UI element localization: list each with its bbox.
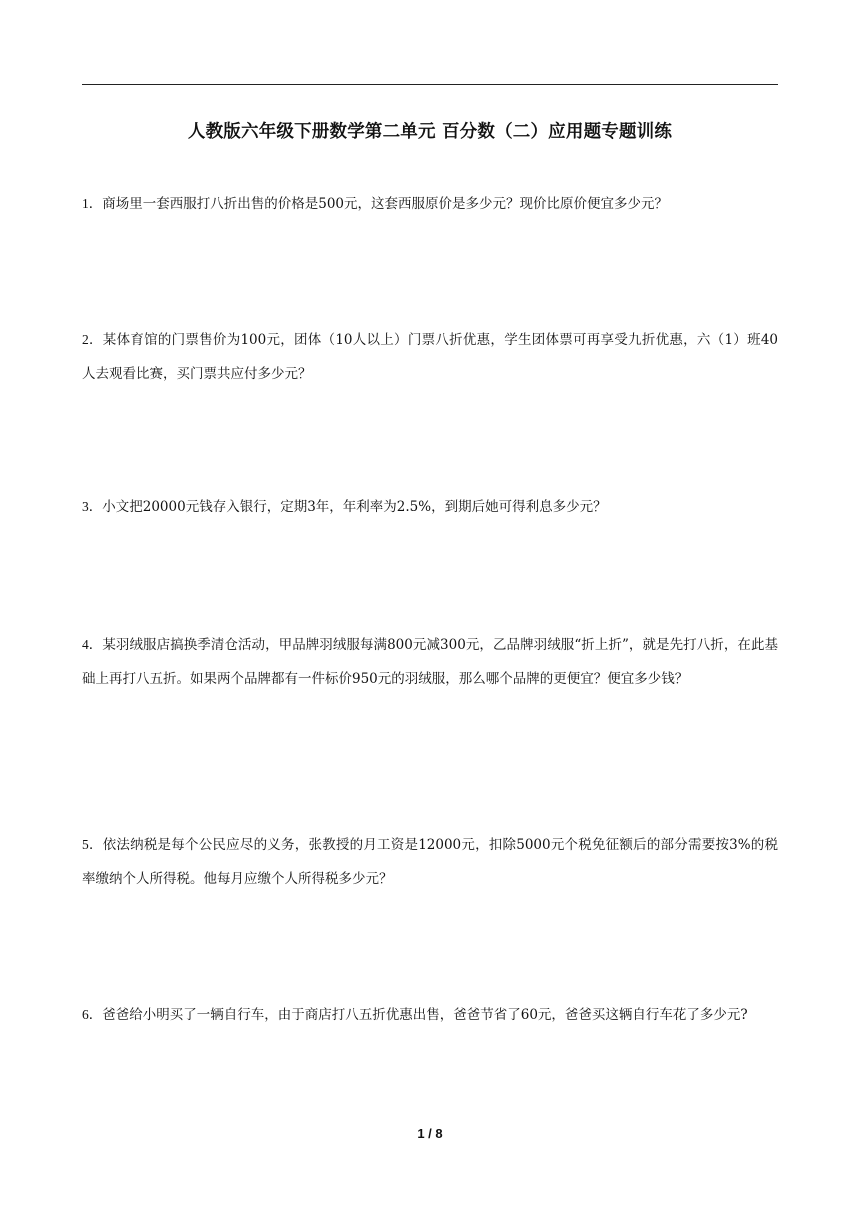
question-6 <box>82 998 778 1032</box>
page-number: 1 / 8 <box>417 1126 443 1141</box>
question-text: 爸爸给小明买了一辆自行车，由于商店打八五折优惠出售，爸爸节省了60元，爸爸买这辆自行车花了多少元? <box>102 1007 748 1023</box>
question-1 <box>82 187 778 221</box>
question-number: 4． <box>82 637 103 652</box>
question-3 <box>82 490 778 524</box>
question-text: 某体育馆的门票售价为100元，团体（10人以上）门票八折优惠，学生团体票可再享受九折优惠，六（1）班40人去观看比赛，买门票共应付多少元？ <box>82 332 779 382</box>
question-number: 5． <box>82 837 103 852</box>
question-number: 1． <box>82 196 103 211</box>
question-5 <box>82 828 778 896</box>
question-text: 依法纳税是每个公民应尽的义务，张教授的月工资是12000元，扣除5000元个税免征额后的部分需要按3%的税率缴纳个人所得税。他每月应缴个人所得税多少元？ <box>82 837 779 887</box>
question-number: 3． <box>82 499 103 514</box>
document-title: 人教版六年级下册数学第二单元 百分数（二）应用题专题训练 <box>187 122 673 142</box>
question-2 <box>82 323 778 391</box>
question-text: 商场里一套西服打八折出售的价格是500元，这套西服原价是多少元？现价比原价便宜多少元？ <box>102 196 669 212</box>
question-number: 2． <box>82 332 103 347</box>
question-4 <box>82 628 778 696</box>
question-text: 小文把20000元钱存入银行，定期3年，年利率为2.5%，到期后她可得利息多少元？ <box>102 499 607 515</box>
question-number: 6． <box>82 1007 103 1022</box>
header-rule <box>82 84 778 85</box>
question-text: 某羽绒服店搞换季清仓活动，甲品牌羽绒服每满800元减300元，乙品牌羽绒服“折上折”，就是先打八折，在此基础上再打八五折。如果两个品牌都有一件标价950元的羽绒服，那么哪个品牌的更便宜？便宜多少钱？ <box>82 637 779 687</box>
